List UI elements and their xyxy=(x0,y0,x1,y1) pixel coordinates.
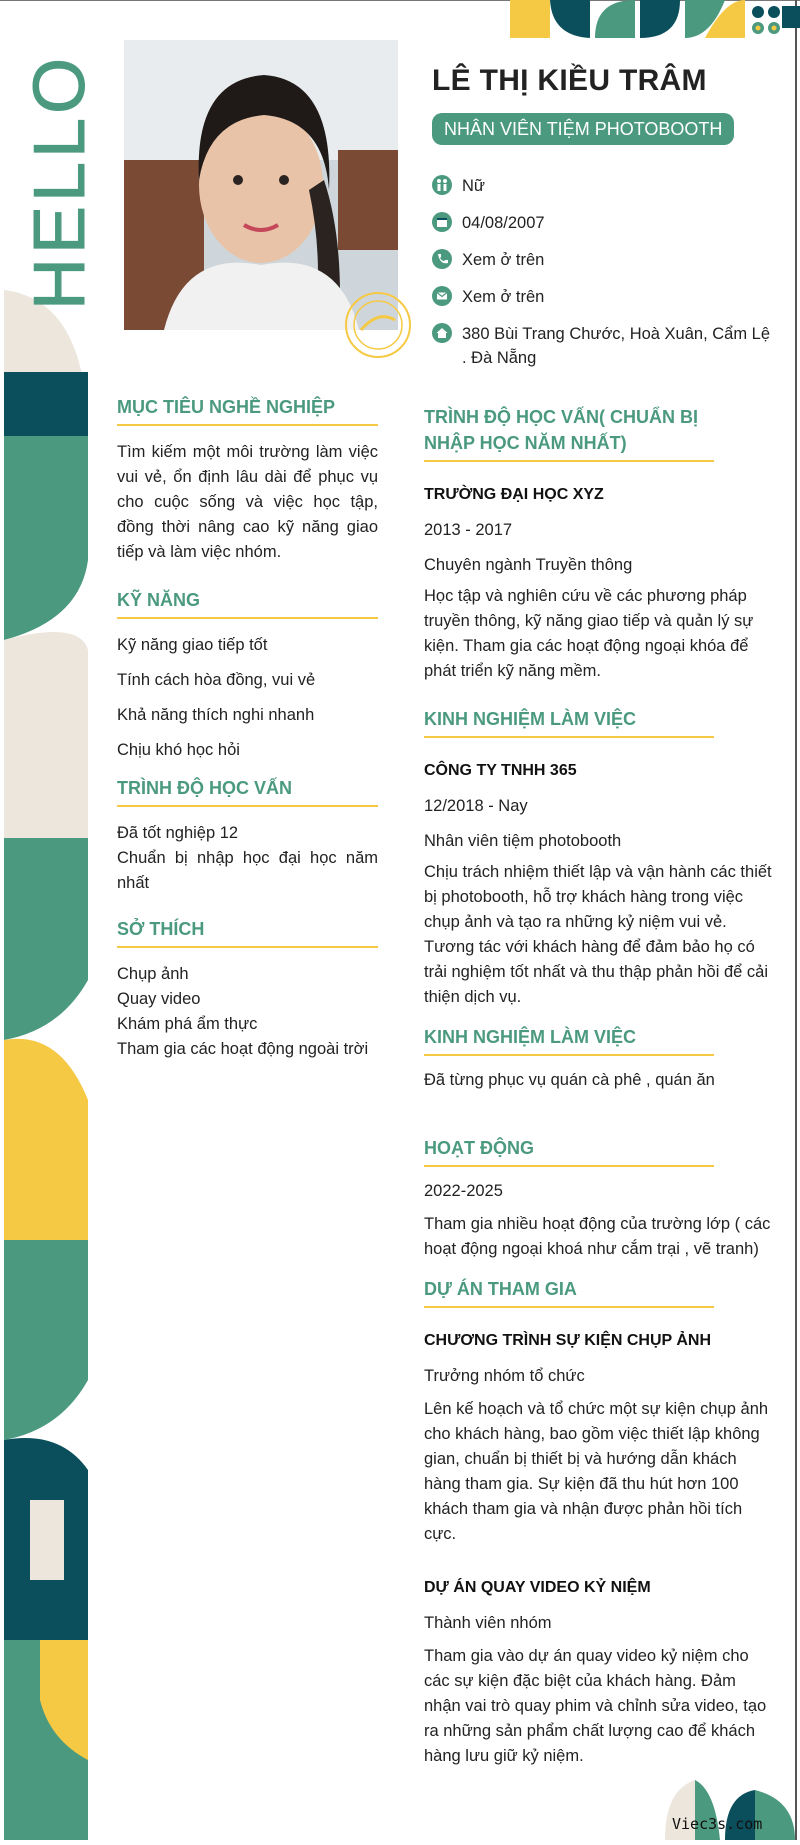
profile-photo xyxy=(124,40,398,330)
experience2-description: Đã từng phục vụ quán cà phê , quán ăn xyxy=(424,1071,715,1089)
hello-text: HELLO xyxy=(20,53,100,310)
right-border xyxy=(795,0,797,1840)
calendar-icon xyxy=(432,212,452,232)
hello-vertical-text xyxy=(20,40,100,320)
gender-icon xyxy=(432,175,452,195)
project-name: CHƯƠNG TRÌNH SỰ KIỆN CHỤP ẢNH xyxy=(424,1332,712,1349)
education-major: Chuyên ngành Truyền thông xyxy=(424,556,633,574)
email-icon xyxy=(432,286,452,306)
experience-period: 12/2018 - Nay xyxy=(424,797,528,815)
project-role: Trưởng nhóm tổ chức xyxy=(424,1367,585,1385)
list-item: Chịu khó học hỏi xyxy=(117,741,240,759)
list-item: Khám phá ẩm thực xyxy=(117,1015,258,1033)
project-role: Thành viên nhóm xyxy=(424,1614,552,1632)
contact-gender xyxy=(432,174,772,198)
list-item: Đã tốt nghiệp 12 xyxy=(117,824,239,842)
contact-phone xyxy=(432,248,772,272)
contact-birthday-text: 04/08/2007 xyxy=(462,214,545,232)
contact-email xyxy=(432,285,772,309)
objective-title: MỤC TIÊU NGHỀ NGHIỆP xyxy=(117,394,378,426)
phone-icon xyxy=(432,249,452,269)
top-decoration xyxy=(510,0,800,38)
skills-title: KỸ NĂNG xyxy=(117,587,378,619)
activities-period: 2022-2025 xyxy=(424,1182,503,1200)
list-item: Tham gia các hoạt động ngoài trời xyxy=(117,1040,369,1058)
education-school: TRƯỜNG ĐẠI HỌC XYZ xyxy=(424,486,604,503)
stamp-icon xyxy=(343,290,413,360)
activities-description: Tham gia nhiều hoạt động của trường lớp ( các hoạt động ngoại khoá như cắm trại , vẽ tranh) xyxy=(424,1215,771,1258)
list-item: Tính cách hòa đồng, vui vẻ xyxy=(117,671,316,689)
experience2-title: KINH NGHIỆM LÀM VIỆC xyxy=(424,1024,714,1056)
hobbies-title: SỞ THÍCH xyxy=(117,916,378,948)
watermark-text: Viec3s.com xyxy=(672,1815,763,1833)
list-item: Chụp ảnh xyxy=(117,965,189,983)
contact-address-text: 380 Bùi Trang Chước, Hoà Xuân, Cẩm Lệ . Đà Nẵng xyxy=(462,325,771,367)
candidate-name: LÊ THỊ KIỀU TRÂM xyxy=(432,64,707,97)
projects-title: DỰ ÁN THAM GIA xyxy=(424,1276,714,1308)
project-name: DỰ ÁN QUAY VIDEO KỶ NIỆM xyxy=(424,1579,651,1596)
experience-company: CÔNG TY TNHH 365 xyxy=(424,762,577,779)
contact-gender-text: Nữ xyxy=(462,177,485,195)
education-title: TRÌNH ĐỘ HỌC VẤN( CHUẨN BỊ NHẬP HỌC NĂM NHẤT) xyxy=(424,404,714,462)
project-description: Tham gia vào dự án quay video kỷ niệm cho các sự kiện đặc biệt của khách hàng. Đảm nhận vai trò quay phim và chỉnh sửa video, tạo ra những sản phẩm chất lượng cao để khách hàng lưu giữ kỷ niệm. xyxy=(424,1647,767,1765)
list-item: Kỹ năng giao tiếp tốt xyxy=(117,636,268,654)
list-item: Chuẩn bị nhập học đại học năm nhất xyxy=(117,849,378,892)
project-description: Lên kế hoạch và tổ chức một sự kiện chụp ảnh cho khách hàng, bao gồm việc thiết lập không gian, chuẩn bị thiết bị và hướng dẫn khách hàng tham gia. Sự kiện đã thu hút hơn 100 khách tham gia và nhận được phản hồi tích cực. xyxy=(424,1400,769,1543)
skills-list xyxy=(117,633,378,763)
education-description: Học tập và nghiên cứu về các phương pháp truyền thông, kỹ năng giao tiếp và quản lý sự kiện. Tham gia các hoạt động ngoại khóa để phát triển kỹ năng mềm. xyxy=(424,587,754,680)
experience-role: Nhân viên tiệm photobooth xyxy=(424,832,622,850)
list-item: Khả năng thích nghi nhanh xyxy=(117,706,315,724)
home-icon xyxy=(432,323,452,343)
right-column xyxy=(424,404,774,1769)
education-summary-list xyxy=(117,821,378,896)
experience-title: KINH NGHIỆM LÀM VIỆC xyxy=(424,706,714,738)
contact-phone-text: Xem ở trên xyxy=(462,251,545,269)
contact-birthday xyxy=(432,211,772,235)
contact-address xyxy=(432,322,772,370)
objective-text: Tìm kiếm một môi trường làm việc vui vẻ, ổn định lâu dài để phục vụ cho cuộc sống và việc học tập, đồng thời nâng cao kỹ năng giao tiếp và làm việc nhóm. xyxy=(117,443,378,561)
hobbies-list xyxy=(117,962,378,1062)
job-title-badge: NHÂN VIÊN TIỆM PHOTOBOOTH xyxy=(432,113,734,145)
education-summary-title: TRÌNH ĐỘ HỌC VẤN xyxy=(117,775,378,807)
contact-list xyxy=(432,174,772,383)
left-column xyxy=(117,394,378,1062)
education-period: 2013 - 2017 xyxy=(424,521,513,539)
contact-email-text: Xem ở trên xyxy=(462,288,545,306)
list-item: Quay video xyxy=(117,990,201,1008)
experience-description: Chịu trách nhiệm thiết lập và vận hành các thiết bị photobooth, hỗ trợ khách hàng trong việc chụp ảnh và tạo ra những kỷ niệm vui vẻ. Tương tác với khách hàng để đảm bảo họ có trải nghiệm tốt nhất và thu thập phản hồi để cải thiện dịch vụ. xyxy=(424,863,772,1006)
activities-title: HOẠT ĐỘNG xyxy=(424,1135,714,1167)
